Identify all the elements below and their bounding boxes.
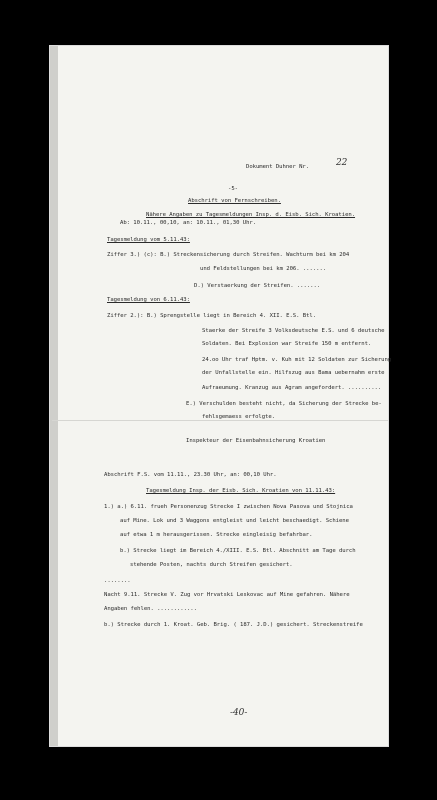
report2-line: Aufraeumung. Kranzug aus Agram angefordert. ..........	[202, 385, 382, 391]
section2-intro: Abschrift F.S. vom 11.11., 23.30 Uhr, an: 00,10 Uhr.	[104, 472, 277, 478]
report2-heading: Tagesmeldung von 6.11.43:	[107, 297, 190, 303]
report1-line: und Feldstellungen bei km 206. .......	[200, 266, 327, 272]
section2-heading: Tagesmeldung Insp. der Eisb. Sich. Kroatien von 11.11.43:	[146, 488, 336, 494]
report2-line: der Unfallstelle ein. Hilfszug aus Bama uebernahm erste	[202, 370, 385, 376]
page-number: -40-	[230, 708, 248, 718]
report1-heading: Tagesmeldung vom 5.11.43:	[107, 237, 190, 243]
report2-signature: Inspekteur der Eisenbahnsicherung Kroatien	[186, 438, 326, 444]
transmission-time: Ab: 10.11., 00,10, an: 10.11., 01,30 Uhr.	[120, 220, 257, 226]
report2-line: Ziffer 2.): B.) Sprengstelle liegt in Bereich 4. XII. E.S. Btl.	[107, 313, 317, 319]
report2-line: Staerke der Streife 3 Volksdeutsche E.S. und 6 deutsche	[202, 328, 385, 334]
document-reference-number: 22	[336, 158, 348, 168]
report1-line: Ziffer 3.) (c): B.) Streckensicherung durch Streifen. Wachturm bei km 204	[107, 252, 350, 258]
section2-line: Nacht 9.11. Strecke V. Zug vor Hrvatski Leskovac auf Mine gefahren. Nähere	[104, 592, 350, 598]
section2-line: b.) Strecke durch 1. Kroat. Geb. Brig. ( 187. J.D.) gesichert. Streckenstreife	[104, 622, 363, 628]
report2-line: 24.oo Uhr traf Hptm. v. Kuh mit 12 Soldaten zur Sicherung	[202, 357, 392, 363]
section2-line: Angaben fehlen. ............	[104, 606, 197, 612]
document-subtitle: Nähere Angaben zu Tagesmeldungen Insp. d. Eisb. Sich. Kroatien.	[146, 212, 356, 218]
document-title: Abschrift von Fernschreiben.	[188, 198, 281, 204]
section2-line: auf etwa 1 m herausgerissen. Strecke eingleisig befahrbar.	[120, 532, 313, 538]
section2-line: auf Mine. Lok und 3 Waggons entgleist und leicht beschaedigt. Schiene	[120, 518, 349, 524]
section2-dots: ........	[104, 578, 131, 584]
report2-line: Soldaten. Bei Explosion war Streife 150 m entfernt.	[202, 341, 372, 347]
section2-line: stehende Posten, nachts durch Streifen gesichert.	[130, 562, 293, 568]
report2-line: fehlsgemaess erfolgte.	[202, 414, 275, 420]
section2-line: 1.) a.) 6.11. frueh Personenzug Strecke I zwischen Nova Pasova und Stojnica	[104, 504, 353, 510]
report1-line: D.) Verstaerkung der Streifen. .......	[194, 283, 321, 289]
page-edge-shadow	[50, 46, 58, 746]
report2-line: E.) Verschulden besteht nicht, da Sicherung der Strecke be-	[186, 401, 382, 407]
section2-line: b.) Strecke liegt im Bereich 4./XIII. E.S. Btl. Abschnitt am Tage durch	[120, 548, 356, 554]
document-reference: Dokument Duhner Nr.	[246, 164, 310, 170]
document-page	[50, 46, 388, 746]
page-marker: -5-	[228, 186, 238, 192]
